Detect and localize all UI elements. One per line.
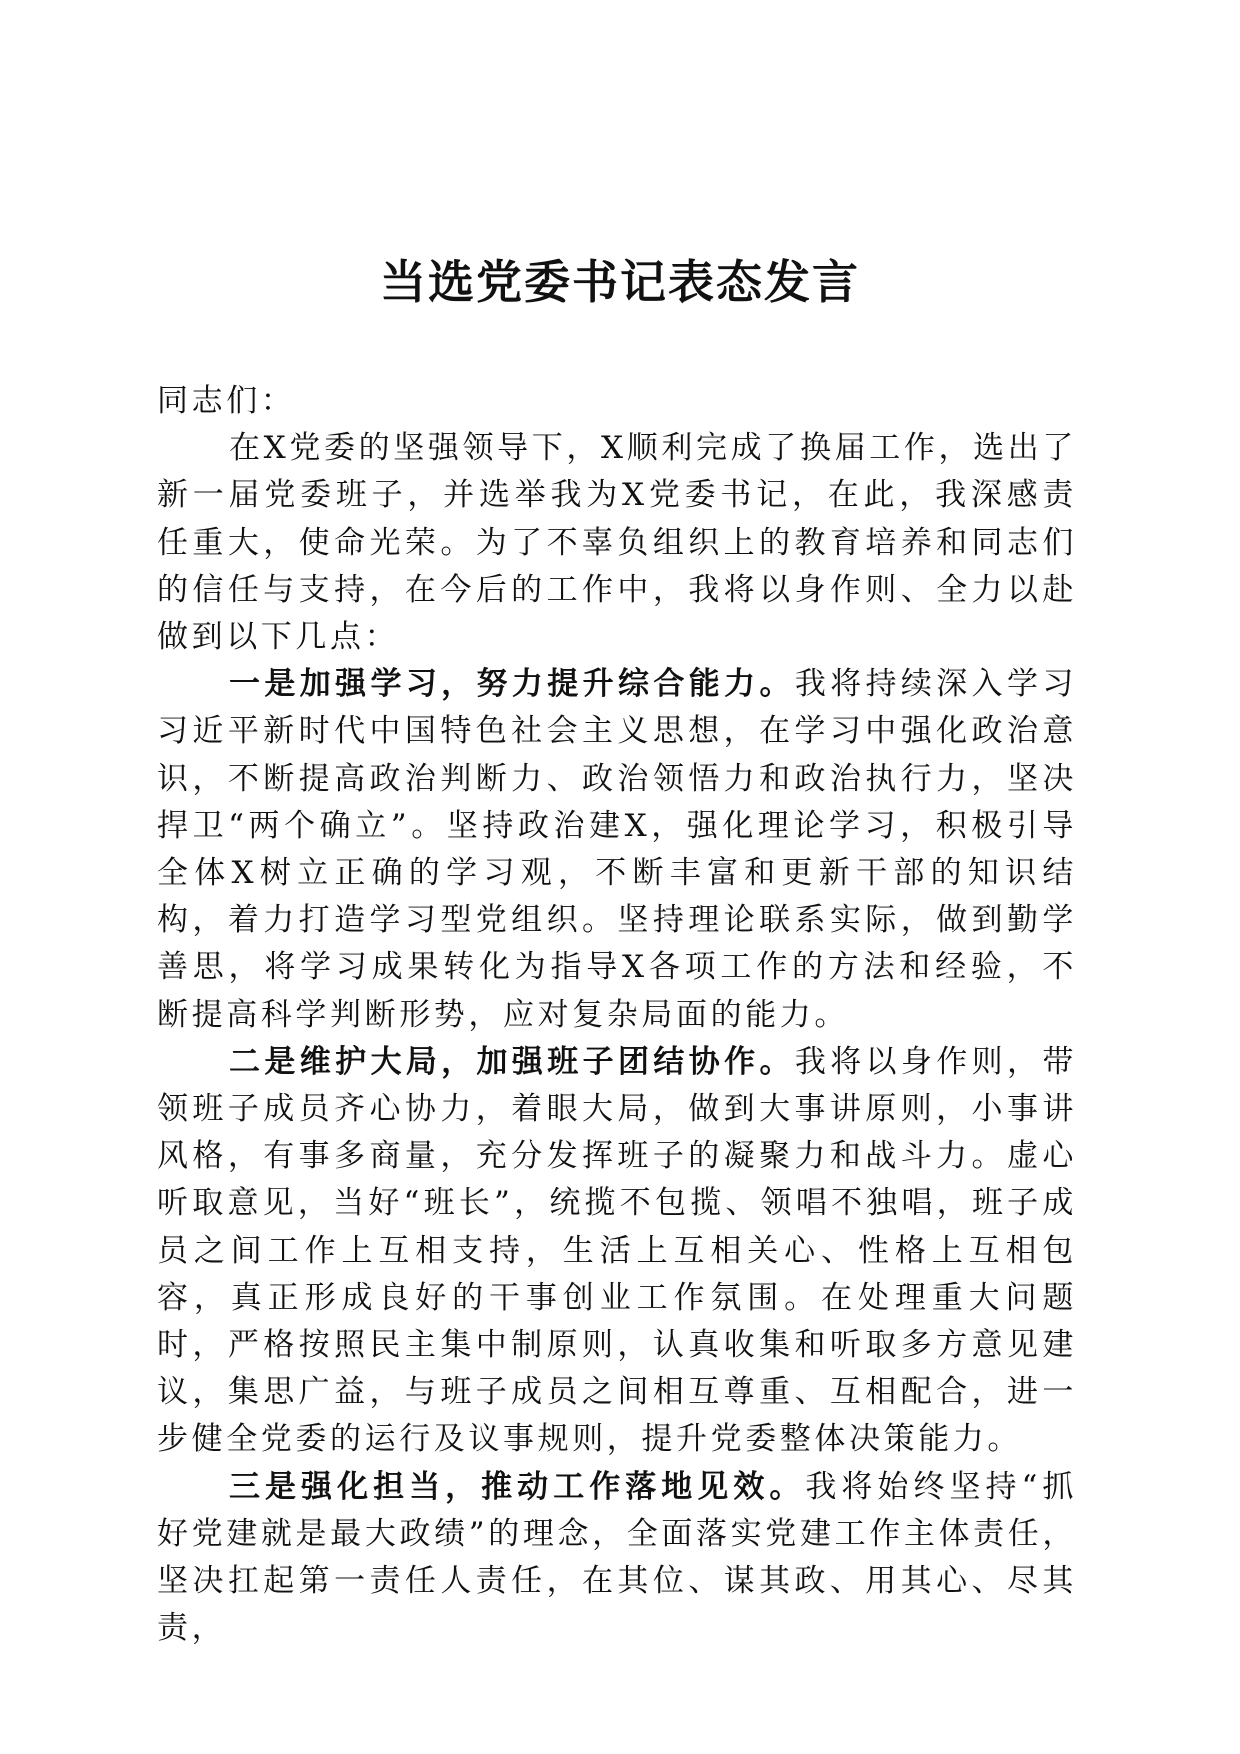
point-heading: 一是加强学习，努力提升综合能力。 bbox=[229, 666, 795, 703]
intro-paragraph: 在X党委的坚强领导下，X顺利完成了换届工作，选出了新一届党委班子，并选举我为X党委书记，在此，我深感责任重大，使命光荣。为了不辜负组织上的教育培养和同志们的信任与支持，在今后的工作中，我将以身作则、全力以赴做到以下几点： bbox=[157, 430, 1077, 656]
salutation: 同志们： bbox=[157, 383, 296, 419]
point-paragraph-1 bbox=[157, 661, 1077, 1039]
point-text: 我将持续深入学习习近平新时代中国特色社会主义思想，在学习中强化政治意识，不断提高政治判断力、政治领悟力和政治执行力，坚决捍卫“两个确立”。坚持政治建X，强化理论学习，积极引导全体X树立正确的学习观，不断丰富和更新干部的知识结构，着力打造学习型党组织。坚持理论联系实际，做到勤学善思，将学习成果转化为指导X各项工作的方法和经验，不断提高科学判断形势，应对复杂局面的能力。 bbox=[157, 666, 1077, 1033]
point-heading: 三是强化担当，推动工作落地见效。 bbox=[229, 1468, 806, 1505]
point-text: 我将以身作则，带领班子成员齐心协力，着眼大局，做到大事讲原则，小事讲风格，有事多商量，充分发挥班子的凝聚力和战斗力。虚心听取意见，当好“班长”，统揽不包揽、领唱不独唱，班子成员之间工作上互相支持，生活上互相关心、性格上互相包容，真正形成良好的干事创业工作氛围。在处理重大问题时，严格按照民主集中制原则，认真收集和听取多方意见建议，集思广益，与班子成员之间相互尊重、互相配合，进一步健全党委的运行及议事规则，提升党委整体决策能力。 bbox=[157, 1043, 1077, 1458]
document-title: 当选党委书记表态发言 bbox=[380, 255, 860, 309]
point-heading: 二是维护大局，加强班子团结协作。 bbox=[229, 1043, 795, 1080]
point-paragraph-2 bbox=[157, 1039, 1077, 1464]
point-paragraph-3 bbox=[157, 1464, 1077, 1653]
document-body bbox=[157, 378, 1077, 1652]
point-text: 我将始终坚持“抓好党建就是最大政绩”的理念，全面落实党建工作主体责任，坚决扛起第一责任人责任，在其位、谋其政、用其心、尽其责， bbox=[157, 1468, 1077, 1647]
